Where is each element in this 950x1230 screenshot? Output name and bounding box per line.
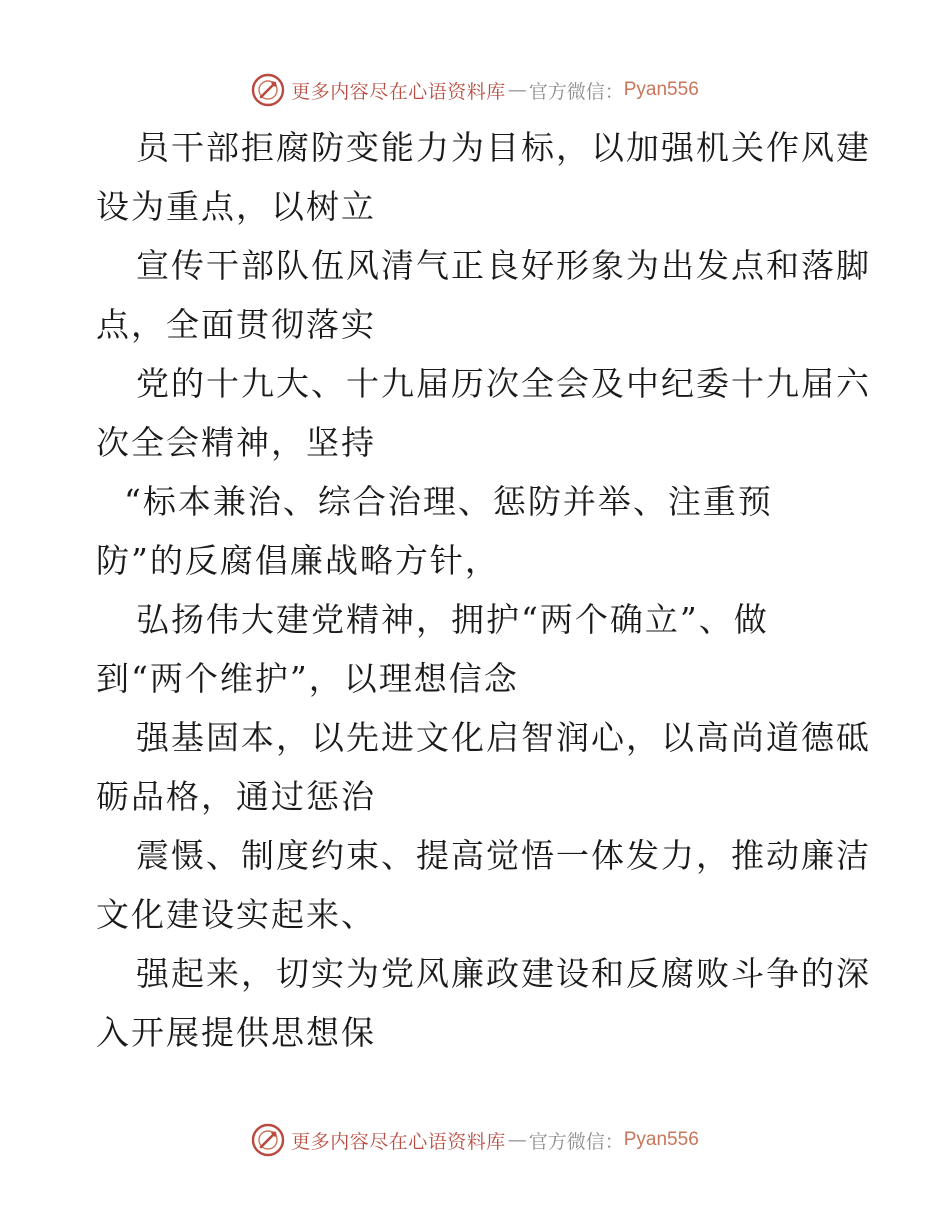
watermark-brand: 更多内容尽在心语资料库 [291,80,506,103]
paragraph-line: “标本兼治、综合治理、惩防并举、注重预 [124,482,773,521]
paragraph-line: 点，全面贯彻落实 [96,305,376,344]
paragraph-line: 砺品格，通过惩治 [96,777,376,816]
footer-watermark [0,1122,950,1158]
paragraph-line: 震慑、制度约束、提高觉悟一体发力，推动廉洁 [136,836,871,875]
paragraph [96,708,871,826]
watermark-id: Pyan556 [623,79,699,100]
paragraph-line: 强基固本，以先进文化启智润心，以高尚道德砥 [136,718,871,757]
paragraph [96,944,871,1062]
watermark-dash: — [507,79,527,101]
paragraph [96,590,856,708]
watermark-dash: — [507,1129,527,1151]
paragraph-line: 文化建设实起来、 [96,895,376,934]
paragraph [96,472,856,590]
paragraph-line: 次全会精神，坚持 [96,423,376,462]
paragraph-line: 员干部拒腐防变能力为目标，以加强机关作风建 [136,128,871,167]
paragraph [96,354,871,472]
paragraph-line: 宣传干部队伍风清气正良好形象为出发点和落脚 [136,246,871,285]
paragraph [96,118,871,236]
paragraph-line: 到“两个维护”，以理想信念 [96,659,519,698]
watermark-label: 官方微信： [528,80,624,103]
paragraph [96,826,871,944]
paragraph-line: 入开展提供思想保 [96,1013,376,1052]
brand-logo-icon [251,73,285,107]
watermark-label: 官方微信： [528,1130,624,1153]
paragraph-line: 防”的反腐倡廉战略方针， [96,541,500,580]
header-watermark [0,72,950,108]
paragraph-line: 党的十九大、十九届历次全会及中纪委十九届六 [136,364,871,403]
paragraph [96,236,871,354]
watermark-brand: 更多内容尽在心语资料库 [291,1130,506,1153]
paragraph-line: 设为重点，以树立 [96,187,376,226]
watermark-id: Pyan556 [623,1129,699,1150]
brand-logo-icon [251,1123,285,1157]
paragraph-line: 强起来，切实为党风廉政建设和反腐败斗争的深 [136,954,871,993]
paragraph-line: 弘扬伟大建党精神，拥护“两个确立”、做 [136,600,769,639]
